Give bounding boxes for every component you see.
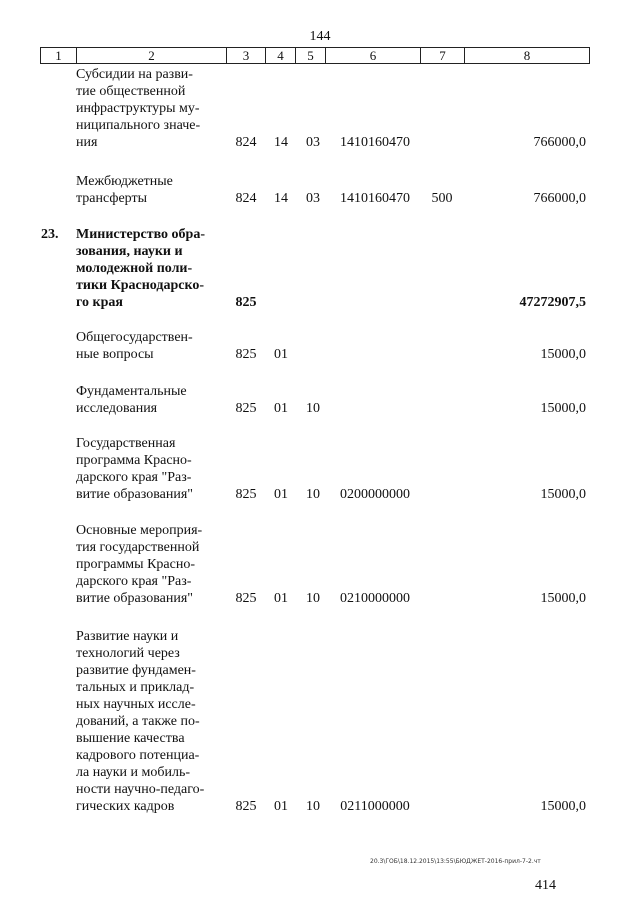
header-col-8: 8 [523, 48, 531, 63]
row-name [76, 329, 222, 363]
row-col-8: 15000,0 [540, 487, 586, 502]
row-name-line: вышение качества [76, 731, 185, 746]
row-col-6: 1410160470 [340, 191, 410, 206]
row-col-4: 01 [274, 347, 288, 362]
row-col-8: 766000,0 [533, 135, 586, 150]
row-col-4: 14 [274, 191, 288, 206]
row-name-line: го края [76, 295, 123, 310]
row-name-line: кадрового потенциа- [76, 748, 200, 763]
row-name-line: дований, а также по- [76, 714, 200, 729]
row-name-line: программы Красно- [76, 557, 195, 572]
row-name-line: гических кадров [76, 799, 175, 814]
row-col-5: 03 [306, 135, 320, 150]
row-col-8: 15000,0 [540, 401, 586, 416]
row-name [76, 522, 222, 607]
row-name-line: витие образования" [76, 591, 193, 606]
row-name-line: дарского края "Раз- [76, 470, 192, 485]
row-name-line: тальных и приклад- [76, 680, 195, 695]
row-name-line: трансферты [76, 191, 148, 206]
row-name-line: Развитие науки и [76, 629, 179, 644]
row-col-8: 47272907,5 [519, 295, 586, 310]
footer-stamp: 20.3\ГОБ\18.12.2015\13:55\БЮДЖЕТ-2016-прил-7-2.чт [370, 858, 541, 865]
row-col-8: 15000,0 [540, 347, 586, 362]
table-row [0, 329, 640, 363]
row-name-line: ниципального значе- [76, 118, 201, 133]
row-name-line: витие образования" [76, 487, 193, 502]
row-number: 23. [41, 227, 59, 242]
row-col-8: 766000,0 [533, 191, 586, 206]
row-col-3: 825 [235, 347, 257, 362]
table-row [0, 66, 640, 151]
row-name [76, 226, 222, 311]
header-col-4: 4 [266, 48, 296, 63]
table-row [0, 173, 640, 207]
row-name-line: ных научных иссле- [76, 697, 196, 712]
header-col-6: 6 [326, 48, 421, 63]
row-name-line: Субсидии на разви- [76, 67, 193, 82]
row-col-3: 824 [235, 191, 257, 206]
table-row [0, 226, 640, 311]
row-name [76, 628, 222, 815]
row-col-4: 14 [274, 135, 288, 150]
table-header-row [40, 47, 590, 64]
row-col-3: 824 [235, 135, 257, 150]
row-col-4: 01 [274, 591, 288, 606]
table-row [0, 628, 640, 815]
row-name-line: Основные мероприя- [76, 523, 203, 538]
row-name [76, 435, 222, 503]
row-name-line: исследования [76, 401, 158, 416]
row-name [76, 173, 222, 207]
header-col-7: 7 [421, 48, 465, 63]
row-name-line: Межбюджетные [76, 174, 173, 189]
header-col-5: 5 [296, 48, 326, 63]
row-col-4: 01 [274, 401, 288, 416]
row-col-4: 01 [274, 487, 288, 502]
row-name-line: ные вопросы [76, 347, 154, 362]
row-name-line: инфраструктуры му- [76, 101, 200, 116]
row-name-line: тия государственной [76, 540, 200, 555]
row-col-6: 0210000000 [340, 591, 410, 606]
header-col-1: 1 [41, 48, 77, 63]
row-col-3: 825 [235, 295, 257, 310]
row-col-5: 03 [306, 191, 320, 206]
page-number-top: 144 [309, 29, 331, 44]
row-name-line: тие общественной [76, 84, 186, 99]
row-name [76, 383, 222, 417]
row-name-line: Фундаментальные [76, 384, 187, 399]
row-name-line: зования, науки и [76, 244, 183, 259]
row-col-3: 825 [235, 401, 257, 416]
row-col-3: 825 [235, 591, 257, 606]
row-col-6: 1410160470 [340, 135, 410, 150]
table-row [0, 435, 640, 503]
row-name-line: молодежной поли- [76, 261, 193, 276]
row-name-line: ла науки и мобиль- [76, 765, 190, 780]
table-row [0, 383, 640, 417]
header-col-2: 2 [77, 48, 227, 63]
row-name-line: Министерство обра- [76, 227, 206, 242]
row-col-8: 15000,0 [540, 591, 586, 606]
row-name-line: ния [76, 135, 98, 150]
row-name-line: дарского края "Раз- [76, 574, 192, 589]
row-name-line: программа Красно- [76, 453, 192, 468]
row-name [76, 66, 222, 151]
row-col-5: 10 [306, 591, 320, 606]
page-number-bottom: 414 [535, 878, 556, 893]
row-col-8: 15000,0 [540, 799, 586, 814]
row-col-3: 825 [235, 487, 257, 502]
row-col-6: 0211000000 [340, 799, 410, 814]
header-col-3: 3 [227, 48, 266, 63]
row-name-line: тики Краснодарско- [76, 278, 205, 293]
row-name-line: Общегосударствен- [76, 330, 193, 345]
row-name-line: технологий через [76, 646, 180, 661]
row-col-5: 10 [306, 401, 320, 416]
row-col-4: 01 [274, 799, 288, 814]
row-col-5: 10 [306, 487, 320, 502]
row-name-line: развитие фундамен- [76, 663, 196, 678]
row-col-5: 10 [306, 799, 320, 814]
row-col-3: 825 [235, 799, 257, 814]
table-row [0, 522, 640, 607]
row-col-6: 0200000000 [340, 487, 410, 502]
row-name-line: ности научно-педаго- [76, 782, 205, 797]
row-name-line: Государственная [76, 436, 176, 451]
row-col-7: 500 [431, 191, 453, 206]
